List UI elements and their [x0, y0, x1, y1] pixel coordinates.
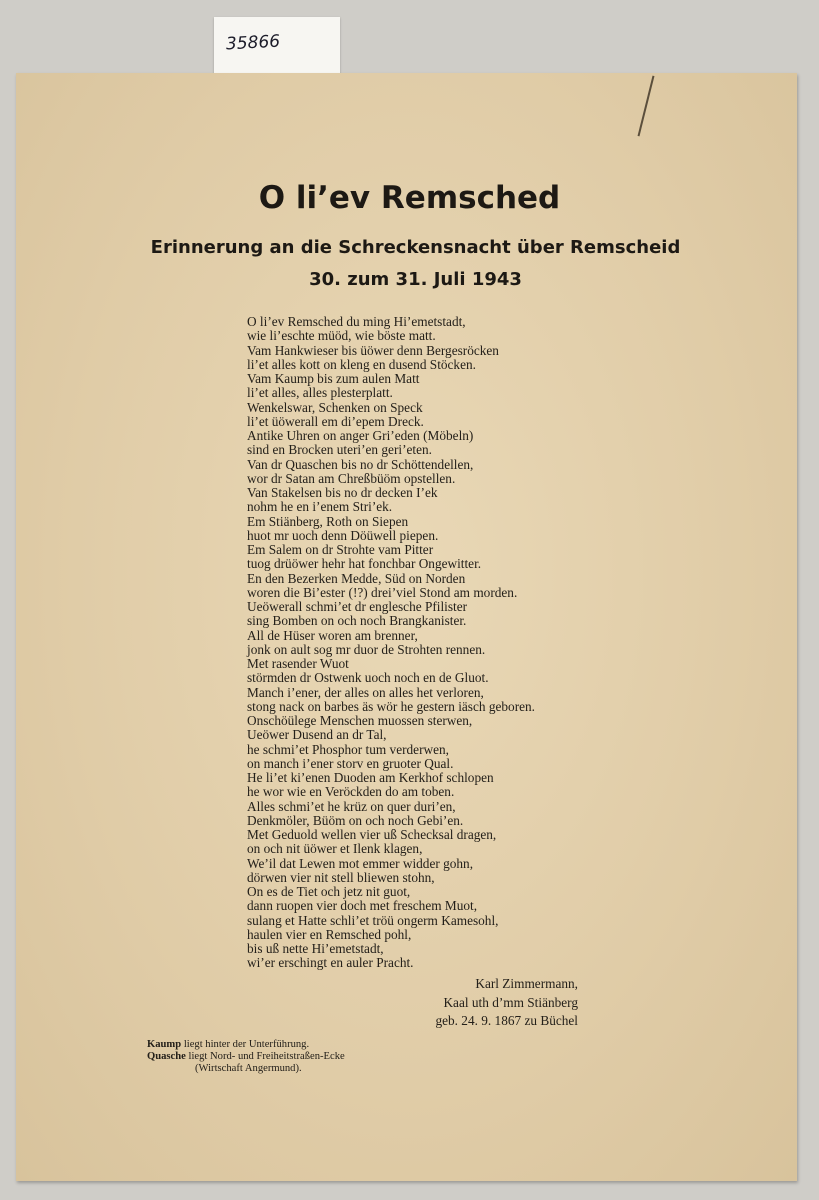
poem-line: Antike Uhren on anger Gri’eden (Möbeln) — [247, 428, 474, 443]
subtitle-line-2: 30. zum 31. Juli 1943 — [309, 269, 522, 290]
poem-line: haulen vier en Remsched pohl, — [247, 926, 412, 942]
poem-line: huot mr uoch denn Döüwell piepen. — [247, 527, 439, 543]
poem-line: We’il dat Lewen mot emmer widder gohn, — [247, 855, 474, 871]
poem-line: Em Salem on dr Strohte vam Pitter — [247, 542, 434, 557]
poem-line: li’et üöwerall em di’epem Dreck. — [247, 413, 424, 429]
author-birth: geb. 24. 9. 1867 zu Büchel — [435, 1013, 578, 1028]
poem-line: Van Stakelsen bis no dr decken I’ek — [247, 485, 438, 500]
footnote-2 — [147, 1051, 345, 1063]
footnote-term: Quasche — [147, 1051, 186, 1062]
poem-line: wie li’eschte müöd, wie böste matt. — [247, 328, 436, 344]
author-signature — [400, 975, 578, 1031]
footnotes — [147, 1039, 345, 1075]
poem-line: Wenkelswar, Schenken on Speck — [247, 399, 423, 415]
poem-line: Manch i’ener, der alles on alles het verloren, — [247, 684, 484, 700]
poem-line: Ueöwerall schmi’et dr englesche Pfilister — [247, 599, 468, 614]
poem-line: li’et alles kott on kleng en dusend Stöcken. — [247, 356, 476, 372]
poem-body — [247, 315, 535, 971]
poem-line: störmden dr Ostwenk uoch noch en de Gluot. — [247, 670, 489, 686]
poem-line: on manch i’ener storv en gruoter Qual. — [247, 755, 454, 771]
poem-line: nohm he en i’enem Stri’ek. — [247, 499, 393, 515]
poem-line: sind en Brocken uteri’en geri’eten. — [247, 442, 432, 458]
poem-line: He li’et ki’enen Duoden am Kerkhof schlopen — [247, 770, 494, 785]
poem-line: Met Geduold wellen vier uß Schecksal dragen, — [247, 827, 497, 842]
poem-line: jonk on ault sog mr duor de Strohten rennen. — [247, 641, 486, 657]
inventory-number: 35866 — [225, 31, 281, 55]
poem-line: Denkmöler, Büöm on och noch Gebi’en. — [247, 812, 464, 828]
poem-line: O li’ev Remsched du ming Hi’emetstadt, — [247, 314, 466, 329]
inventory-sticky-note — [214, 17, 340, 74]
poem-line: he schmi’et Phosphor tum verderwen, — [247, 741, 449, 757]
poem-line: Met rasender Wuot — [247, 656, 349, 671]
poem-line: Van dr Quaschen bis no dr Schöttendellen, — [247, 456, 474, 472]
author-nickname: Kaal uth d’mm Stiänberg — [443, 994, 578, 1010]
poem-line: wor dr Satan am Chreßbüöm opstellen. — [247, 470, 456, 486]
poem-line: on och nit üöwer et Ilenk klagen, — [247, 841, 423, 857]
poem-line: All de Hüser woren am brenner, — [247, 627, 418, 643]
poem-line: Vam Kaump bis zum aulen Matt — [247, 371, 420, 386]
poem-line: Onschöülege Menschen muossen sterwen, — [247, 713, 473, 728]
footnote-text: liegt Nord- und Freiheitstraßen-Ecke — [188, 1051, 345, 1062]
poem-line: he wor wie en Veröckden do am toben. — [247, 784, 455, 800]
footnote-term: Kaump — [147, 1039, 182, 1050]
poem-line: Ueöwer Dusend an dr Tal, — [247, 727, 387, 743]
poem-line: On es de Tiet och jetz nit guot, — [247, 884, 411, 899]
poem-line: sulang et Hatte schli’et tröü ongerm Kamesohl, — [247, 912, 499, 928]
poem-line: En den Bezerken Medde, Süd on Norden — [247, 570, 466, 586]
poem-line: tuog drüöwer hehr hat fonchbar Ongewitter. — [247, 556, 482, 572]
poem-line: Em Stiänberg, Roth on Siepen — [247, 513, 409, 529]
poem-line: woren die Bi’ester (!?) drei’viel Stond am morden. — [247, 584, 518, 600]
poem-line: bis uß nette Hi’emetstadt, — [247, 941, 384, 956]
poem-line: wi’er erschingt en auler Pracht. — [247, 955, 414, 971]
poem-line: Vam Hankwieser bis üöwer denn Bergesröcken — [247, 342, 499, 358]
poem-line: dann ruopen vier doch met freschem Muot, — [247, 898, 478, 914]
poem-line: li’et alles, alles plesterplatt. — [247, 385, 393, 401]
subtitle-line-1: Erinnerung an die Schreckensnacht über Remscheid — [150, 237, 681, 258]
poem-line: sing Bomben on och noch Brangkanister. — [247, 613, 467, 629]
poem-line: stong nack on barbes äs wör he gestern iäsch geboren. — [247, 698, 536, 714]
poem-title: O li’ev Remsched — [258, 180, 561, 216]
author-name: Karl Zimmermann, — [475, 976, 578, 991]
poem-line: dörwen vier nit stell bliewen stohn, — [247, 869, 435, 885]
footnote-text: liegt hinter der Unterführung. — [183, 1039, 310, 1050]
footnote-2-continued: (Wirtschaft Angermund). — [195, 1063, 302, 1074]
poem-line: Alles schmi’et he krüz on quer duri’en, — [247, 798, 456, 814]
footnote-1 — [147, 1039, 345, 1051]
